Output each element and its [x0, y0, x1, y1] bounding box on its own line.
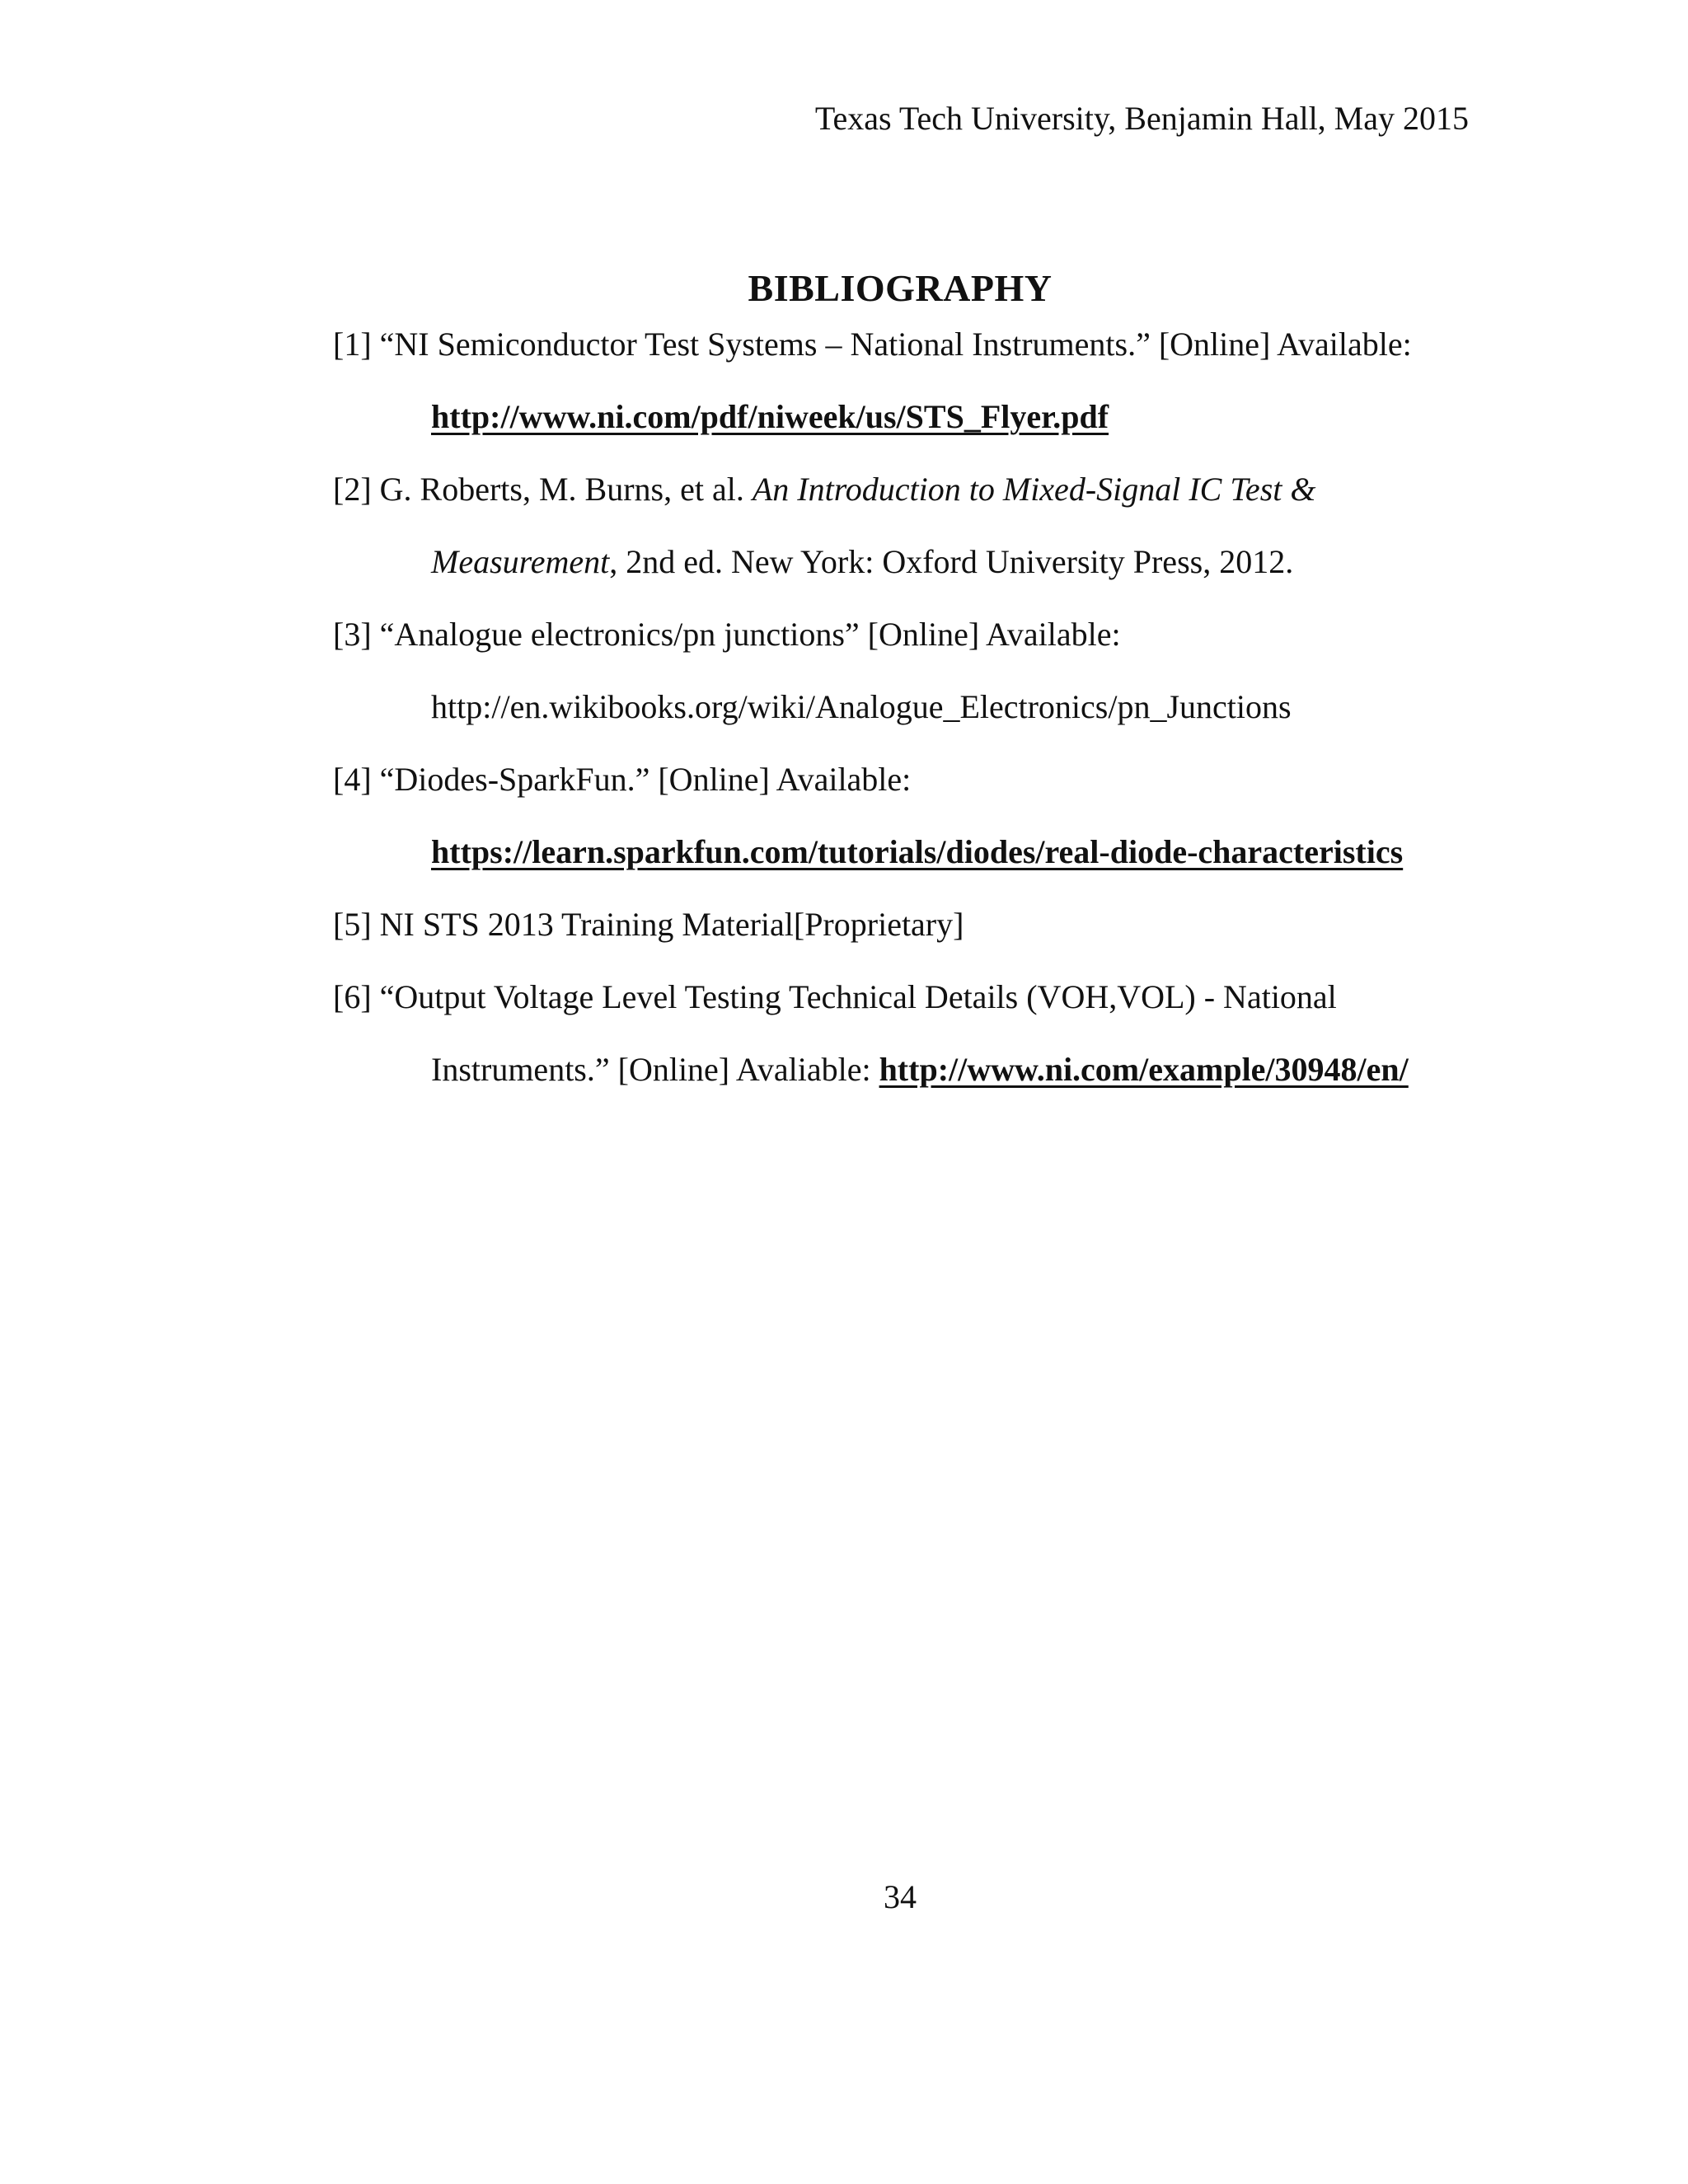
reference-number: [4]	[333, 761, 372, 798]
reference-text: “Analogue electronics/pn junctions” [Online] Available:	[379, 616, 1121, 653]
reference-authors: G. Roberts, M. Burns, et al.	[379, 471, 744, 508]
reference-link[interactable]: http://www.ni.com/pdf/niweek/us/STS_Flyer.pdf	[431, 398, 1109, 435]
reference-text: NI STS 2013 Training Material[Proprietary]	[379, 906, 964, 943]
running-header: Texas Tech University, Benjamin Hall, May 2015	[814, 100, 1469, 137]
reference-4	[333, 757, 911, 803]
reference-3	[333, 612, 1121, 658]
page-number: 34	[884, 1878, 917, 1915]
reference-5	[333, 902, 964, 948]
reference-url[interactable]: http://en.wikibooks.org/wiki/Analogue_Electronics/pn_Junctions	[431, 688, 1292, 725]
reference-text-continuation: Instruments.” [Online] Avaliable:	[431, 1051, 871, 1088]
reference-number: [2]	[333, 471, 372, 508]
reference-link[interactable]: http://www.ni.com/example/30948/en/	[879, 1051, 1409, 1088]
reference-6	[333, 974, 1337, 1020]
page-title: BIBLIOGRAPHY	[748, 267, 1053, 309]
reference-title-continuation: Measurement	[431, 543, 610, 580]
reference-number: [3]	[333, 616, 372, 653]
reference-2	[333, 466, 1315, 513]
reference-link[interactable]: https://learn.sparkfun.com/tutorials/diodes/real-diode-characteristics	[431, 833, 1404, 870]
reference-2-continuation	[431, 539, 1293, 585]
reference-publication: , 2nd ed. New York: Oxford University Press, 2012.	[609, 543, 1294, 580]
reference-1-continuation	[431, 394, 1109, 440]
reference-title: An Introduction to Mixed-Signal IC Test &	[752, 471, 1316, 508]
reference-number: [6]	[333, 978, 372, 1015]
reference-4-continuation	[431, 829, 1403, 875]
reference-number: [1]	[333, 326, 372, 363]
reference-text: “Output Voltage Level Testing Technical Details (VOH,VOL) - National	[379, 978, 1337, 1015]
reference-1	[333, 321, 1412, 368]
reference-6-continuation	[431, 1047, 1409, 1093]
reference-number: [5]	[333, 906, 372, 943]
reference-3-continuation	[431, 684, 1292, 730]
reference-text: “NI Semiconductor Test Systems – National Instruments.” [Online] Available:	[379, 326, 1412, 363]
reference-text: “Diodes-SparkFun.” [Online] Available:	[379, 761, 912, 798]
